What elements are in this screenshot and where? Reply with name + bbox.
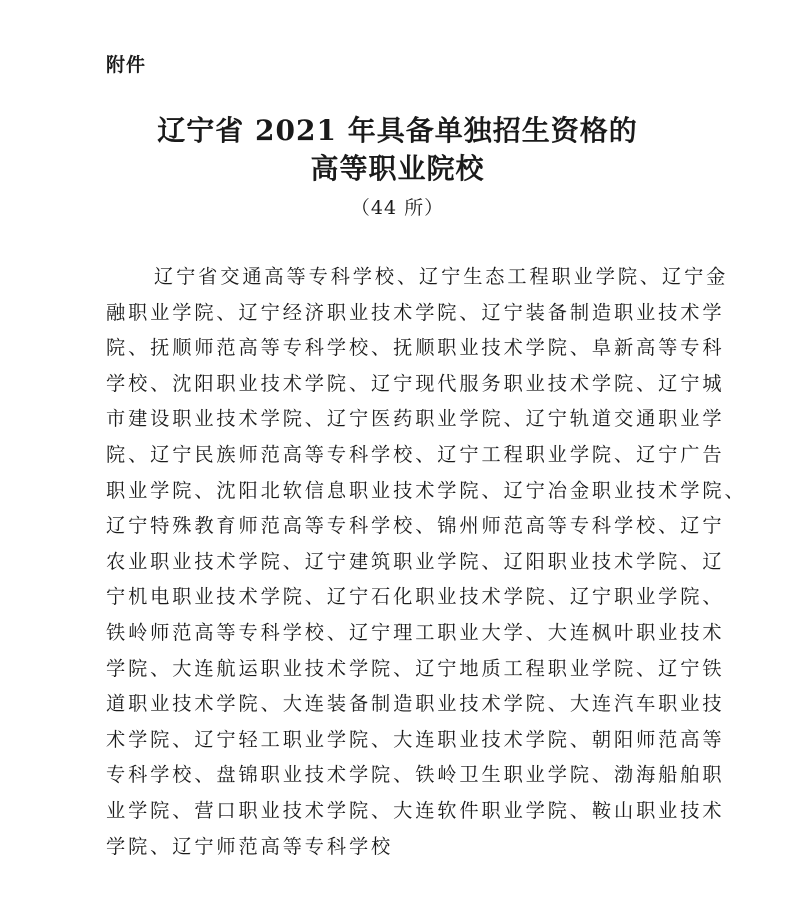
paragraph-line: 宁机电职业技术学院、辽宁石化职业技术学院、辽宁职业学院、 [106,585,725,609]
paragraph-line: 融职业学院、辽宁经济职业技术学院、辽宁装备制造职业技术学 [106,300,725,324]
paragraph-line: 专科学校、盘锦职业技术学院、铁岭卫生职业学院、渤海船舶职 [106,763,725,787]
paragraph-line: 学院、大连航运职业技术学院、辽宁地质工程职业学院、辽宁铁 [106,656,725,680]
paragraph-line: 院、抚顺师范高等专科学校、抚顺职业技术学院、阜新高等专科 [106,336,725,360]
paragraph-line: 学校、沈阳职业技术学院、辽宁现代服务职业技术学院、辽宁城 [106,371,725,395]
paragraph-line: 院、辽宁民族师范高等专科学校、辽宁工程职业学院、辽宁广告 [106,442,725,466]
paragraph-line: 术学院、辽宁轻工职业学院、大连职业技术学院、朝阳师范高等 [106,727,725,751]
paragraph-line: 道职业技术学院、大连装备制造职业技术学院、大连汽车职业技 [106,692,725,716]
paragraph-line: 市建设职业技术学院、辽宁医药职业学院、辽宁轨道交通职业学 [106,407,725,431]
paragraph-line: 业学院、营口职业技术学院、大连软件职业学院、鞍山职业技术 [106,798,725,822]
paragraph-line: 辽宁省交通高等专科学校、辽宁生态工程职业学院、辽宁金 [154,265,729,288]
paragraph-line: 职业学院、沈阳北软信息职业技术学院、辽宁冶金职业技术学院、 [106,478,747,502]
paragraph-line: 学院、辽宁师范高等专科学校 [106,834,394,858]
school-count: （44 所） [350,197,445,219]
title-line-1: 辽宁省 2021 年具备单独招生资格的 [157,114,638,147]
paragraph-line: 辽宁特殊教育师范高等专科学校、锦州师范高等专科学校、辽宁 [106,514,725,538]
attachment-label: 附件 [106,54,147,76]
paragraph-line: 农业职业技术学院、辽宁建筑职业学院、辽阳职业技术学院、辽 [106,549,725,573]
document-title [0,112,795,188]
title-line-2: 高等职业院校 [310,152,485,185]
school-list-paragraph [106,259,747,864]
paragraph-line: 铁岭师范高等专科学校、辽宁理工职业大学、大连枫叶职业技术 [106,620,725,644]
